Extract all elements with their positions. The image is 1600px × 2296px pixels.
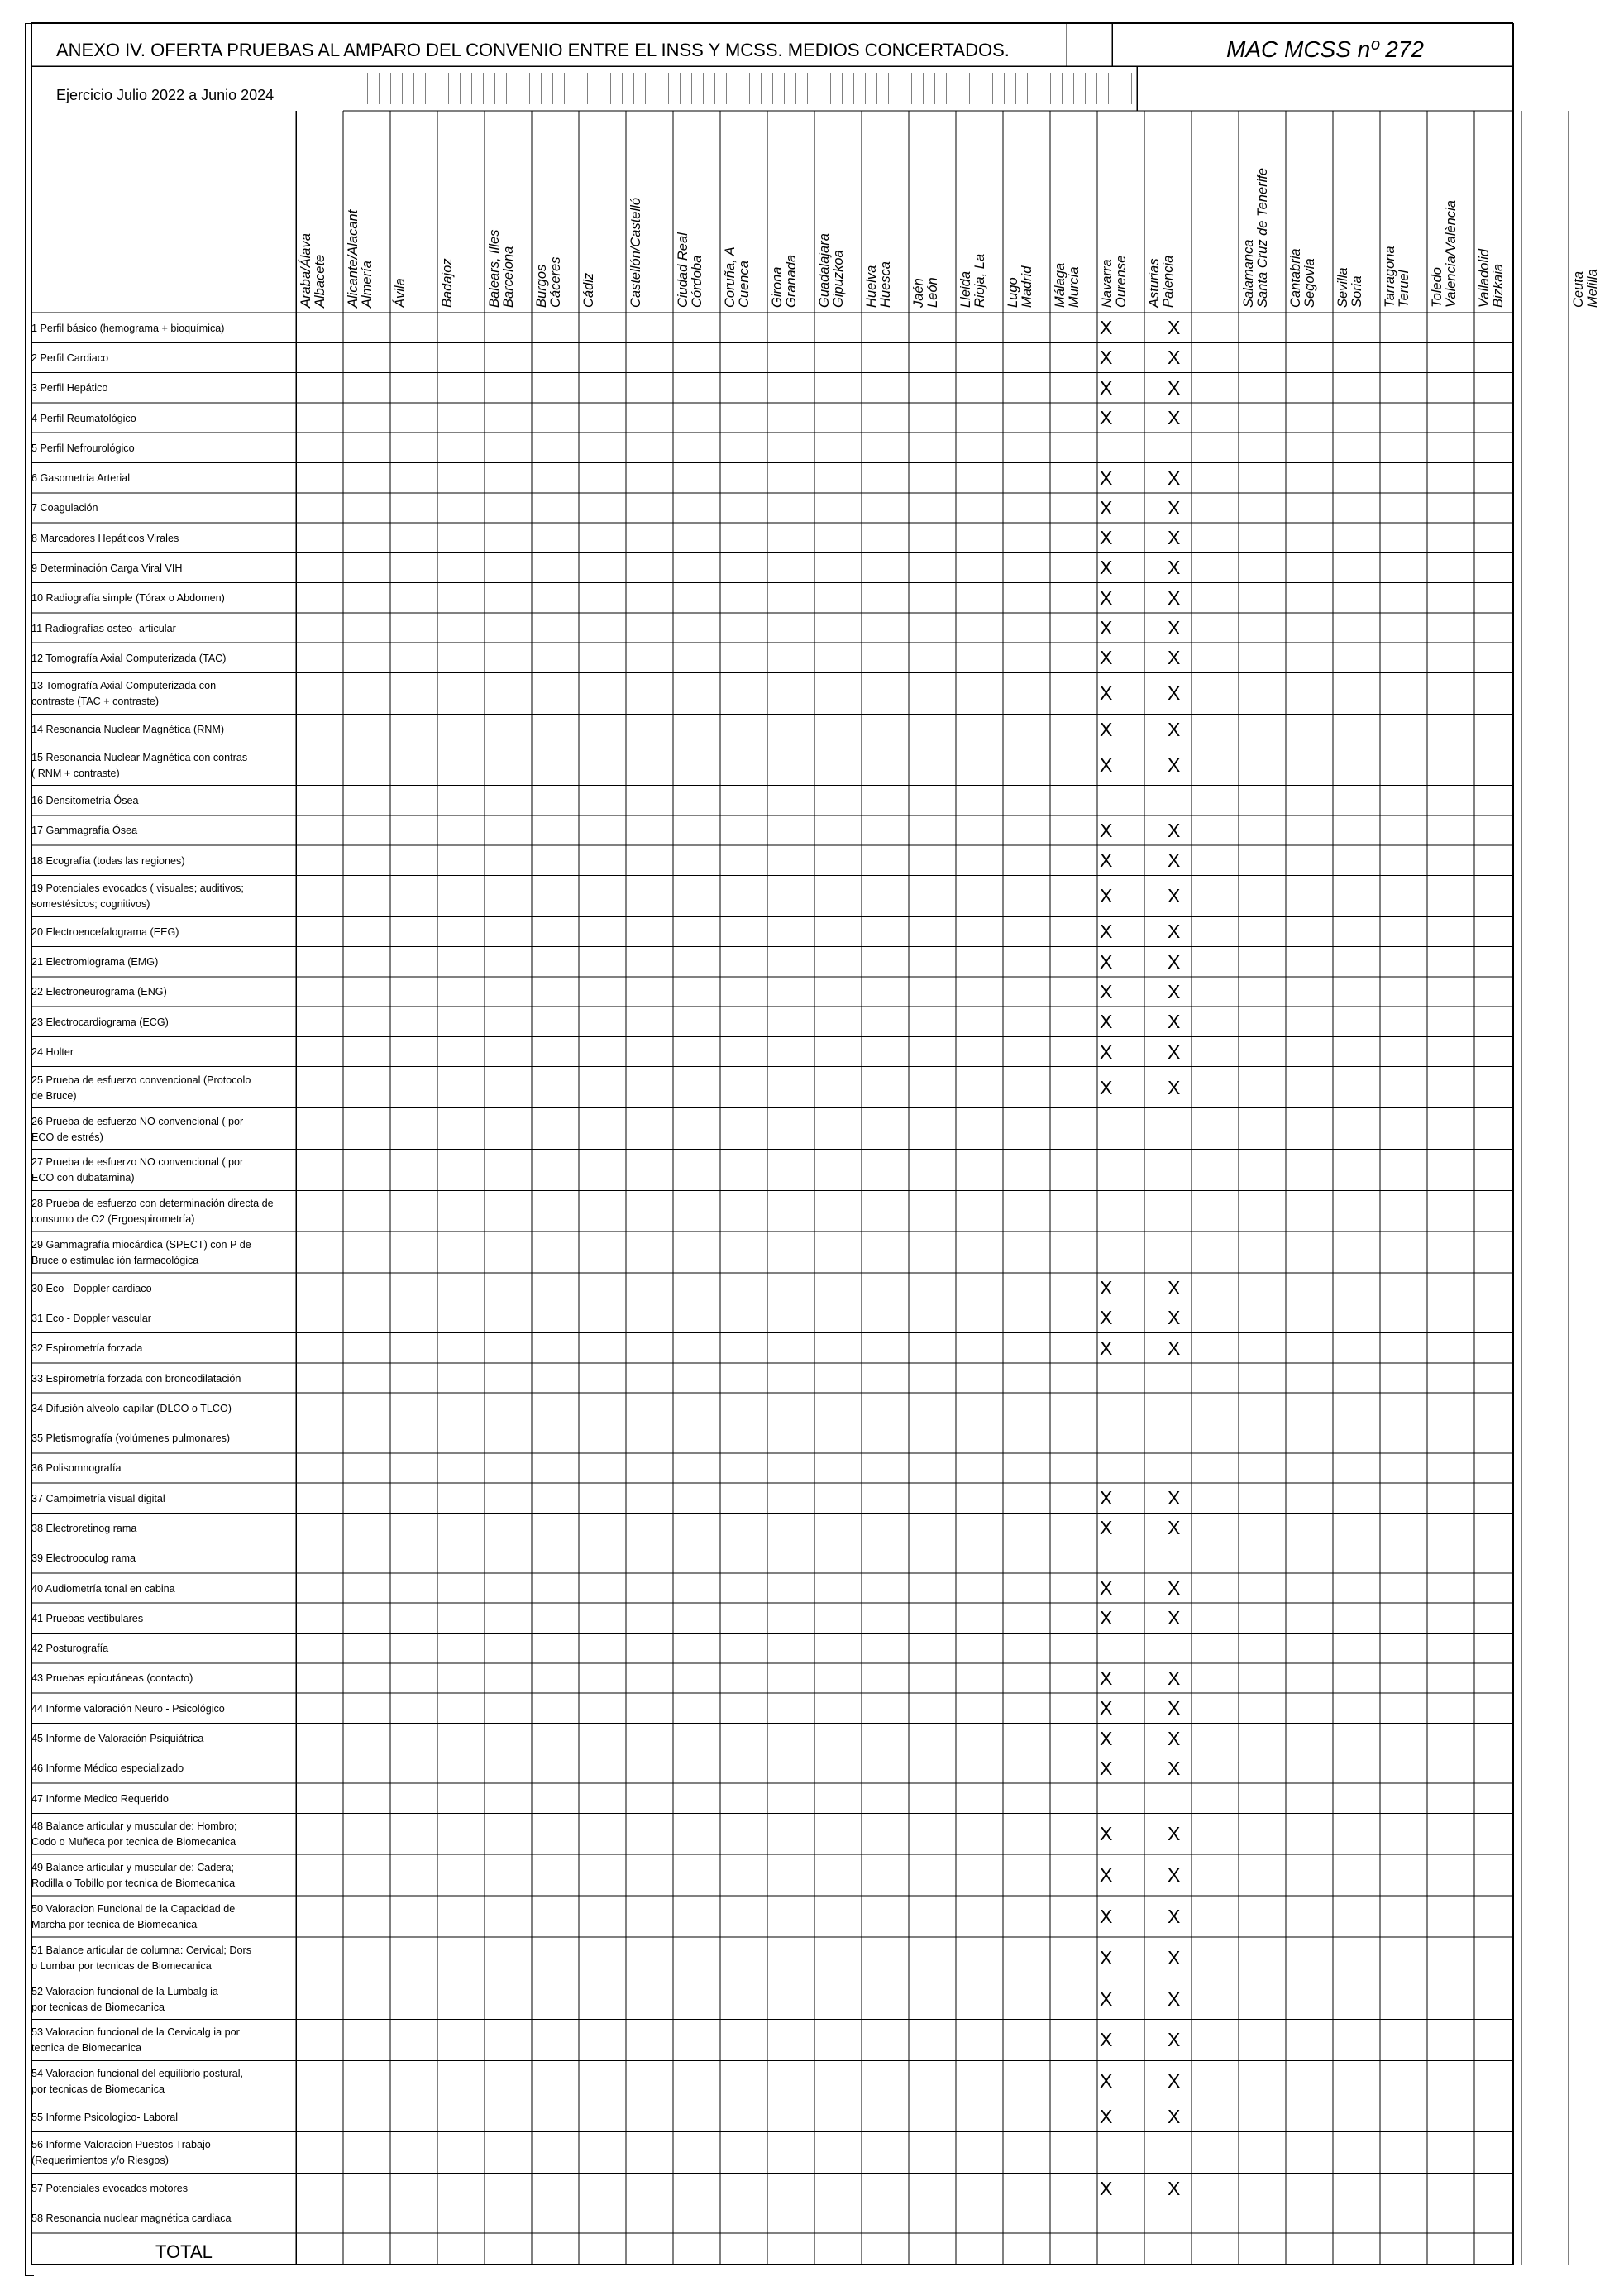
test-label-line: 24 Holter [31, 1046, 74, 1059]
column-header: Segovia [1302, 258, 1317, 308]
test-label-line: 55 Informe Psicologico- Laboral [31, 2111, 179, 2123]
test-row-label [31, 2137, 294, 2169]
test-label-line: 22 Electroneurograma (ENG) [31, 986, 167, 998]
test-row-label [31, 1611, 294, 1627]
test-label-line: 36 Polisomnografía [31, 1462, 122, 1475]
offered-mark: X [1168, 496, 1181, 519]
test-label-line: Bruce o estimulac ión farmacológica [31, 1255, 199, 1267]
column-header: Toledo [1430, 267, 1445, 308]
offered-mark: X [1168, 2106, 1181, 2128]
test-row-label [31, 351, 294, 366]
test-label-line: 29 Gammagrafía miocárdica (SPECT) con P de [31, 1239, 251, 1251]
column-header: Ciudad Real [676, 232, 690, 308]
test-label-line: 37 Campimetría visual digital [31, 1492, 165, 1504]
test-label-line: 13 Tomografía Axial Computerizada con [31, 680, 217, 692]
offered-mark: X [1168, 753, 1181, 776]
test-row-label [31, 321, 294, 337]
test-row-label [31, 1521, 294, 1537]
offered-mark: X [1168, 885, 1181, 907]
document-title: ANEXO IV. OFERTA PRUEBAS AL AMPARO DEL CONVENIO ENTRE EL INSS Y MCSS. MEDIOS CONCERTADOS. [56, 40, 1010, 60]
test-label-line: 41 Pruebas vestibulares [31, 1612, 144, 1624]
column-header: Granada [784, 254, 799, 308]
column-header: Tarragona [1383, 246, 1397, 308]
column-header: Jaén [911, 278, 926, 308]
total-label: TOTAL [155, 2241, 213, 2262]
column-header: Huelva [864, 265, 879, 308]
offered-mark: X [1168, 466, 1181, 489]
test-label-line: 44 Informe valoración Neuro - Psicológico [31, 1702, 225, 1715]
test-label-line: 35 Pletismografía (volúmenes pulmonares) [31, 1433, 231, 1445]
offered-mark: X [1100, 1307, 1113, 1329]
offered-mark: X [1100, 2029, 1113, 2051]
column-header: Ourense [1114, 255, 1129, 308]
test-row-label [31, 2181, 294, 2197]
test-row-label [31, 561, 294, 576]
test-label-line: Marcha por tecnica de Biomecanica [31, 1918, 198, 1930]
test-label-line: 57 Potenciales evocados motores [31, 2183, 189, 2195]
test-label-line: 8 Marcadores Hepáticos Virales [31, 532, 179, 544]
column-header: Córdoba [690, 255, 704, 308]
column-header: Teruel [1397, 270, 1411, 308]
test-label-line: 1 Perfil básico (hemograma + bioquímica) [31, 322, 225, 334]
test-row-label [31, 1237, 294, 1269]
offered-mark: X [1168, 1517, 1181, 1539]
column-header: Rioja, La [972, 253, 987, 308]
offered-mark: X [1168, 317, 1181, 339]
offered-mark: X [1100, 1864, 1113, 1887]
column-header: Salamanca [1241, 239, 1256, 308]
test-row-label [31, 678, 294, 710]
offered-mark: X [1168, 1946, 1181, 1968]
offered-mark: X [1100, 617, 1113, 639]
test-label-line: Rodilla o Tobillo por tecnica de Biomecanica [31, 1877, 236, 1890]
test-row-label [31, 471, 294, 486]
offered-mark: X [1100, 682, 1113, 705]
test-label-line: tecnica de Biomecanica [31, 2042, 142, 2054]
column-header: León [925, 277, 940, 308]
column-header: Valladolid [1477, 249, 1492, 308]
offered-mark: X [1168, 849, 1181, 872]
test-row-label [31, 793, 294, 809]
offered-mark: X [1100, 921, 1113, 943]
offered-mark: X [1100, 2177, 1113, 2199]
test-label-line: 31 Eco - Doppler vascular [31, 1312, 151, 1324]
column-header: Cuenca [737, 261, 752, 308]
test-row-label [31, 722, 294, 738]
test-row-label [31, 984, 294, 1000]
offered-mark: X [1100, 1905, 1113, 1927]
offered-mark: X [1168, 407, 1181, 429]
test-label-line: 46 Informe Médico especializado [31, 1763, 184, 1775]
offered-mark: X [1100, 1040, 1113, 1063]
offered-mark: X [1100, 496, 1113, 519]
column-header: Castellón/Castelló [628, 198, 643, 308]
test-row-label [31, 881, 294, 912]
column-header: Barcelona [501, 246, 516, 308]
column-header: Alicante/Alacant [346, 209, 361, 308]
offered-mark: X [1100, 1577, 1113, 1600]
test-row-label [31, 854, 294, 869]
offered-mark: X [1100, 849, 1113, 872]
test-label-line: 3 Perfil Hepático [31, 382, 108, 395]
test-label-line: 38 Electroretinog rama [31, 1522, 137, 1534]
test-row-label [31, 1401, 294, 1417]
offered-mark: X [1100, 647, 1113, 669]
offered-mark: X [1100, 1946, 1113, 1968]
test-row-label [31, 1371, 294, 1387]
test-label-line: 50 Valoracion Funcional de la Capacidad de [31, 1902, 236, 1915]
test-label-line: 6 Gasometría Arterial [31, 472, 130, 485]
column-header: Balears, Illes [487, 229, 502, 308]
test-label-line: 19 Potenciales evocados ( visuales; auditivos; [31, 883, 244, 895]
offered-mark: X [1100, 347, 1113, 369]
test-row-label [31, 1281, 294, 1297]
offered-mark: X [1168, 1076, 1181, 1098]
offered-mark: X [1168, 617, 1181, 639]
offered-mark: X [1100, 753, 1113, 776]
column-header: Huesca [878, 261, 893, 308]
offered-mark: X [1100, 885, 1113, 907]
offered-mark: X [1168, 921, 1181, 943]
test-row-label [31, 591, 294, 606]
column-header: Valencia/València [1444, 200, 1459, 308]
test-row-label [31, 1073, 294, 1104]
offered-mark: X [1168, 1757, 1181, 1779]
test-row-label [31, 1791, 294, 1807]
test-row-label [31, 1671, 294, 1686]
test-row-label [31, 1311, 294, 1327]
test-row-label [31, 1819, 294, 1850]
column-header: Murcia [1067, 266, 1082, 308]
test-row-label [31, 2110, 294, 2126]
test-label-line: 53 Valoracion funcional de la Cervicalg ia por [31, 2026, 240, 2039]
offered-mark: X [1100, 980, 1113, 1002]
offered-mark: X [1100, 407, 1113, 429]
test-label-line: 34 Difusión alveolo-capilar (DLCO o TLCO) [31, 1402, 232, 1414]
test-label-line: 51 Balance articular de columna: Cervical; Dors [31, 1944, 251, 1956]
column-header: Melilla [1585, 269, 1600, 308]
offered-mark: X [1100, 1987, 1113, 2010]
offered-mark: X [1100, 1607, 1113, 1629]
offered-mark: X [1168, 586, 1181, 609]
test-row-label [31, 750, 294, 782]
test-label-line: 40 Audiometría tonal en cabina [31, 1582, 175, 1595]
test-label-line: (Requerimientos y/o Riesgos) [31, 2155, 169, 2167]
test-row-label [31, 500, 294, 516]
offered-mark: X [1168, 1905, 1181, 1927]
test-label-line: 42 Posturografía [31, 1643, 109, 1655]
column-header: Burgos [534, 264, 549, 308]
column-header: Araba/Álava [299, 233, 313, 308]
test-label-line: somestésicos; cognitivos) [31, 898, 150, 911]
offered-mark: X [1100, 1337, 1113, 1359]
offered-mark: X [1168, 1011, 1181, 1033]
test-row-label [31, 2025, 294, 2056]
test-label-line: contraste (TAC + contraste) [31, 696, 160, 708]
test-label-line: 14 Resonancia Nuclear Magnética (RNM) [31, 724, 225, 736]
column-header: Albacete [313, 254, 327, 308]
offered-mark: X [1100, 1823, 1113, 1845]
offered-mark: X [1100, 1277, 1113, 1299]
exercise-period: Ejercicio Julio 2022 a Junio 2024 [56, 87, 275, 103]
offered-mark: X [1100, 466, 1113, 489]
test-row-label [31, 1860, 294, 1892]
test-row-label [31, 1461, 294, 1476]
test-label-line: 4 Perfil Reumatológico [31, 412, 136, 424]
offered-mark: X [1100, 376, 1113, 399]
test-label-line: ECO de estrés) [31, 1131, 103, 1143]
test-label-line: 23 Electrocardiograma (ECG) [31, 1016, 169, 1028]
test-row-label [31, 1641, 294, 1657]
test-row-label [31, 651, 294, 667]
test-row-label [31, 925, 294, 940]
offered-mark: X [1168, 557, 1181, 579]
test-row-label [31, 2066, 294, 2097]
test-label-line: 7 Coagulación [31, 502, 98, 514]
column-header: Badajoz [440, 258, 455, 308]
test-row-label [31, 1984, 294, 2016]
offered-mark: X [1100, 2070, 1113, 2093]
offered-mark: X [1168, 647, 1181, 669]
test-row-label [31, 1015, 294, 1031]
offered-mark: X [1168, 1607, 1181, 1629]
test-label-line: 20 Electroencefalograma (EEG) [31, 926, 179, 938]
column-header: Sevilla [1335, 267, 1350, 308]
test-label-line: 16 Densitometría Ósea [31, 795, 139, 807]
test-row-label [31, 954, 294, 970]
test-label-line: 33 Espirometría forzada con broncodilatación [31, 1372, 241, 1385]
offered-mark: X [1100, 819, 1113, 841]
column-header: Cantabria [1288, 248, 1303, 308]
test-row-label [31, 1114, 294, 1146]
test-label-line: 45 Informe de Valoración Psiquiátrica [31, 1733, 204, 1745]
test-row-label [31, 1196, 294, 1227]
offered-mark: X [1168, 1823, 1181, 1845]
offered-mark: X [1100, 317, 1113, 339]
offered-mark: X [1168, 1487, 1181, 1509]
test-label-line: 9 Determinación Carga Viral VIH [31, 562, 183, 574]
offered-mark: X [1168, 1577, 1181, 1600]
column-header: Bizkaia [1491, 263, 1506, 308]
offered-mark: X [1100, 1076, 1113, 1098]
test-row-label [31, 1761, 294, 1777]
test-label-line: 15 Resonancia Nuclear Magnética con contras [31, 751, 248, 763]
test-label-line: 10 Radiografía simple (Tórax o Abdomen) [31, 592, 225, 605]
offered-mark: X [1100, 1757, 1113, 1779]
column-header: Málaga [1053, 262, 1067, 308]
test-label-line: consumo de O2 (Ergoespirometría) [31, 1213, 195, 1226]
offered-mark: X [1100, 586, 1113, 609]
test-label-line: ( RNM + contraste) [31, 767, 120, 779]
offered-mark: X [1168, 2070, 1181, 2093]
test-row-label [31, 1341, 294, 1356]
test-row-label [31, 1155, 294, 1186]
test-label-line: por tecnicas de Biomecanica [31, 2083, 165, 2096]
offered-mark: X [1168, 527, 1181, 549]
column-header: Coruña, A [723, 246, 738, 308]
offered-mark: X [1100, 2106, 1113, 2128]
column-header: Madrid [1020, 265, 1034, 308]
offered-mark: X [1168, 1727, 1181, 1749]
test-label-line: 18 Ecografía (todas las regiones) [31, 854, 185, 867]
test-label-line: 48 Balance articular y muscular de: Hombro; [31, 1820, 237, 1833]
offered-mark: X [1100, 1697, 1113, 1720]
offered-mark: X [1168, 2029, 1181, 2051]
test-label-line: 58 Resonancia nuclear magnética cardiaca [31, 2212, 232, 2225]
column-header: Santa Cruz de Tenerife [1255, 167, 1270, 308]
test-row-label [31, 1901, 294, 1933]
test-label-line: 27 Prueba de esfuerzo NO convencional ( por [31, 1156, 244, 1169]
offered-mark: X [1168, 1864, 1181, 1887]
column-header: Palencia [1161, 255, 1176, 308]
test-row-label [31, 823, 294, 839]
offered-mark: X [1100, 1487, 1113, 1509]
column-header: Ceuta [1571, 270, 1586, 308]
column-header: Lugo [1005, 277, 1020, 308]
offered-mark: X [1168, 819, 1181, 841]
offered-mark: X [1168, 718, 1181, 740]
column-header: Navarra [1100, 259, 1115, 308]
test-label-line: Codo o Muñeca por tecnica de Biomecanica [31, 1836, 236, 1849]
test-row-label [31, 1943, 294, 1974]
test-label-line: 25 Prueba de esfuerzo convencional (Protocolo [31, 1074, 251, 1086]
column-header: Gipuzkoa [831, 250, 846, 308]
test-row-label [31, 1491, 294, 1507]
test-label-line: 49 Balance articular y muscular de: Cadera; [31, 1862, 235, 1874]
test-row-label [31, 1701, 294, 1717]
test-row-label [31, 1581, 294, 1597]
test-label-line: 5 Perfil Nefrourológico [31, 442, 135, 454]
offered-mark: X [1100, 1011, 1113, 1033]
column-header: Cádiz [581, 272, 596, 308]
test-label-line: de Bruce) [31, 1089, 77, 1102]
test-label-line: 21 Electromiograma (EMG) [31, 956, 159, 969]
column-header: Guadalajara [817, 233, 832, 308]
offered-mark: X [1168, 1040, 1181, 1063]
offered-mark: X [1168, 1987, 1181, 2010]
offered-mark: X [1100, 950, 1113, 973]
test-label-line: 52 Valoracion funcional de la Lumbalg ia [31, 1985, 218, 1997]
test-row-label [31, 1431, 294, 1447]
test-row-label [31, 1045, 294, 1060]
offered-mark: X [1168, 1307, 1181, 1329]
test-label-line: 26 Prueba de esfuerzo NO convencional ( por [31, 1115, 244, 1127]
test-label-line: 28 Prueba de esfuerzo con determinación directa de [31, 1198, 274, 1210]
test-row-label [31, 441, 294, 457]
offered-mark: X [1168, 980, 1181, 1002]
test-label-line: por tecnicas de Biomecanica [31, 2001, 165, 2013]
test-row-label [31, 2211, 294, 2227]
test-label-line: 17 Gammagrafía Ósea [31, 825, 138, 837]
offered-mark: X [1168, 347, 1181, 369]
test-label-line: o Lumbar por tecnicas de Biomecanica [31, 1959, 212, 1972]
offered-mark: X [1100, 527, 1113, 549]
column-header: Girona [770, 266, 785, 308]
test-row-label [31, 621, 294, 637]
offered-mark: X [1100, 1727, 1113, 1749]
test-label-line: 11 Radiografías osteo- articular [31, 622, 176, 634]
test-row-label [31, 531, 294, 547]
offered-mark: X [1100, 1667, 1113, 1689]
offered-mark: X [1168, 376, 1181, 399]
test-label-line: 47 Informe Medico Requerido [31, 1792, 169, 1805]
test-label-line: 43 Pruebas epicutáneas (contacto) [31, 1672, 193, 1685]
column-header: Almería [360, 261, 375, 308]
offered-mark: X [1168, 682, 1181, 705]
offered-mark: X [1168, 950, 1181, 973]
offered-mark: X [1168, 1667, 1181, 1689]
test-label-line: 56 Informe Valoracion Puestos Trabajo [31, 2139, 211, 2151]
test-label-line: 30 Eco - Doppler cardiaco [31, 1282, 152, 1294]
column-header: Cáceres [548, 256, 563, 308]
offered-mark: X [1168, 2177, 1181, 2199]
column-header: Lleida [958, 270, 973, 308]
test-label-line: 2 Perfil Cardiaco [31, 352, 109, 364]
test-row-label [31, 1551, 294, 1567]
column-header: Asturias [1147, 258, 1162, 308]
test-label-line: 39 Electrooculog rama [31, 1552, 136, 1565]
column-header: Ávila [393, 278, 408, 308]
offered-mark: X [1168, 1277, 1181, 1299]
test-row-label [31, 1731, 294, 1747]
test-label-line: 12 Tomografía Axial Computerizada (TAC) [31, 652, 227, 664]
test-row-label [31, 411, 294, 427]
column-header: Soria [1349, 275, 1364, 308]
test-label-line: 32 Espirometría forzada [31, 1342, 143, 1355]
test-label-line: ECO con dubatamina) [31, 1172, 135, 1184]
offered-mark: X [1168, 1697, 1181, 1720]
offered-mark: X [1100, 718, 1113, 740]
offered-mark: X [1168, 1337, 1181, 1359]
test-row-label [31, 380, 294, 396]
mac-number: MAC MCSS nº 272 [1226, 36, 1424, 62]
offered-mark: X [1100, 1517, 1113, 1539]
test-label-line: 54 Valoracion funcional del equilibrio postural, [31, 2068, 244, 2080]
offered-mark: X [1100, 557, 1113, 579]
